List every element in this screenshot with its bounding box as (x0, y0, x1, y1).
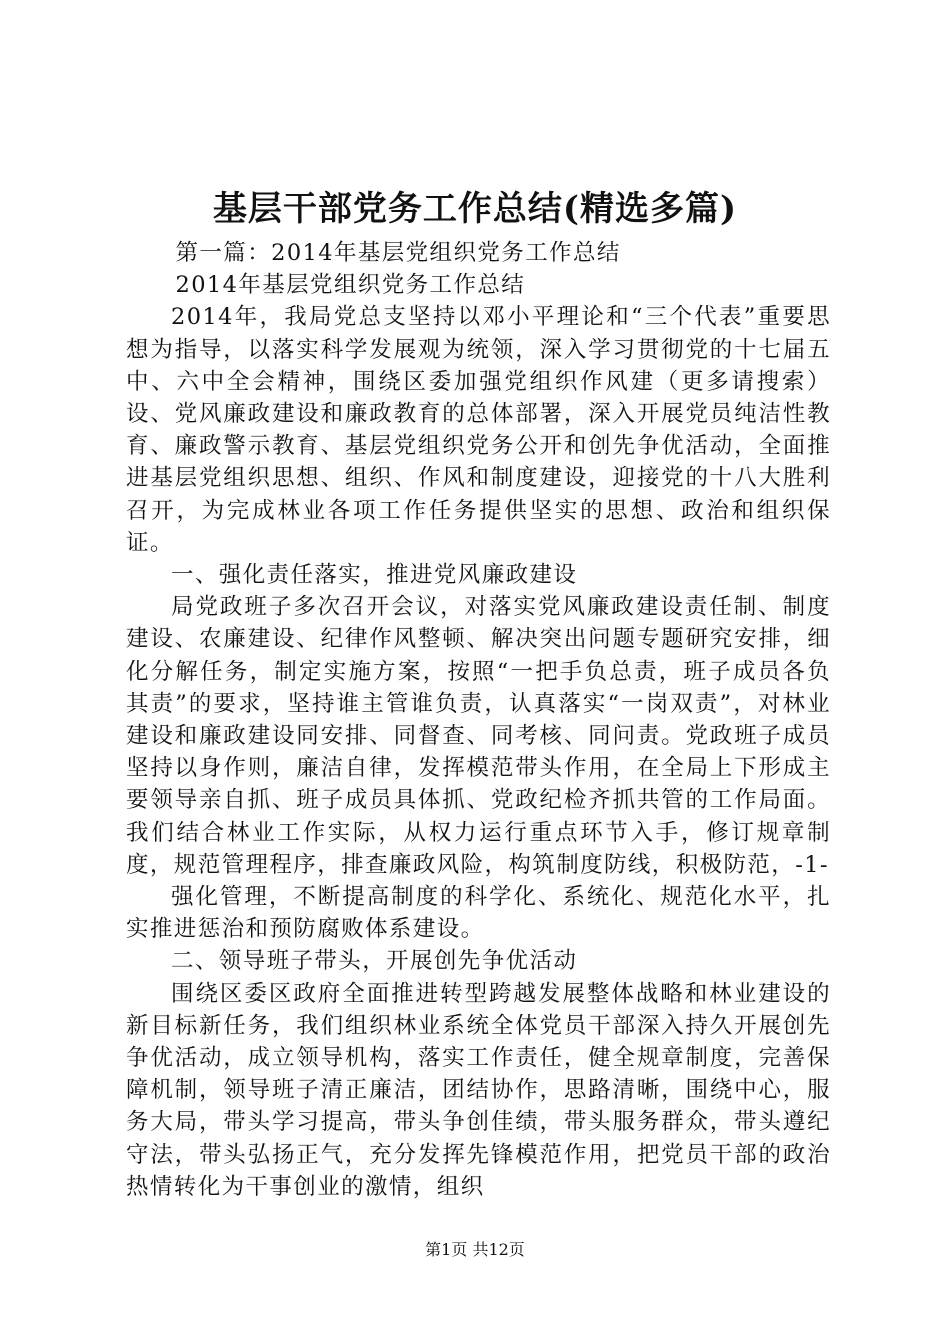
article-subtitle: 2014年基层党组织党务工作总结 (175, 272, 526, 299)
page-footer: 第1页 共12页 (425, 1240, 525, 1259)
section-heading: 一、强化责任落实，推进党风廉政建设 (171, 562, 578, 589)
body-paragraph: 2014年，我局党总支坚持以邓小平理论和“三个代表”重要思想为指导，以落实科学发展观为统领，深入学习贯彻党的十七届五中、六中全会精神，围绕区委加强党组织作风建（更多请搜索）设、党风廉政建设和廉政教育的总体部署，深入开展党员纯洁性教育、廉政警示教育、基层党组织党务公开和创先争优活动，全面推进基层党组织思想、组织、作风和制度建设，迎接党的十八大胜利召开，为完成林业各项工作任务提供坚实的思想、政治和组织保证。 (126, 304, 831, 556)
body-paragraph: 围绕区委区政府全面推进转型跨越发展整体战略和林业建设的新目标新任务，我们组织林业系统全体党员干部深入持久开展创先争优活动，成立领导机构，落实工作责任，健全规章制度，完善保障机制，领导班子清正廉洁，团结协作，思路清晰，围绕中心，服务大局，带头学习提高，带头争创佳绩，带头服务群众，带头遵纪守法，带头弘扬正气，充分发挥先锋模范作用，把党员干部的政治热情转化为干事创业的激情，组织 (126, 980, 831, 1200)
section-heading: 二、领导班子带头，开展创先争优活动 (171, 948, 578, 975)
body-paragraph: 局党政班子多次召开会议，对落实党风廉政建设责任制、制度建设、农廉建设、纪律作风整顿、解决突出问题专题研究安排，细化分解任务，制定实施方案，按照“一把手负总责，班子成员各负其责”的要求，坚持谁主管谁负责，认真落实“一岗双责”，对林业建设和廉政建设同安排、同督查、同考核、同问责。党政班子成员坚持以身作则，廉洁自律，发挥模范带头作用，在全局上下形成主要领导亲自抓、班子成员具体抓、党政纪检齐抓共管的工作局面。我们结合林业工作实际，从权力运行重点环节入手，修订规章制度，规范管理程序，排查廉政风险，构筑制度防线，积极防范，-1- (126, 594, 831, 878)
document-title: 基层干部党务工作总结(精选多篇) (212, 189, 738, 229)
document-body (126, 237, 831, 1203)
body-paragraph: 强化管理，不断提高制度的科学化、系统化、规范化水平，扎实推进惩治和预防腐败体系建设。 (126, 884, 831, 943)
section-heading: 第一篇：2014年基层党组织党务工作总结 (175, 240, 621, 266)
